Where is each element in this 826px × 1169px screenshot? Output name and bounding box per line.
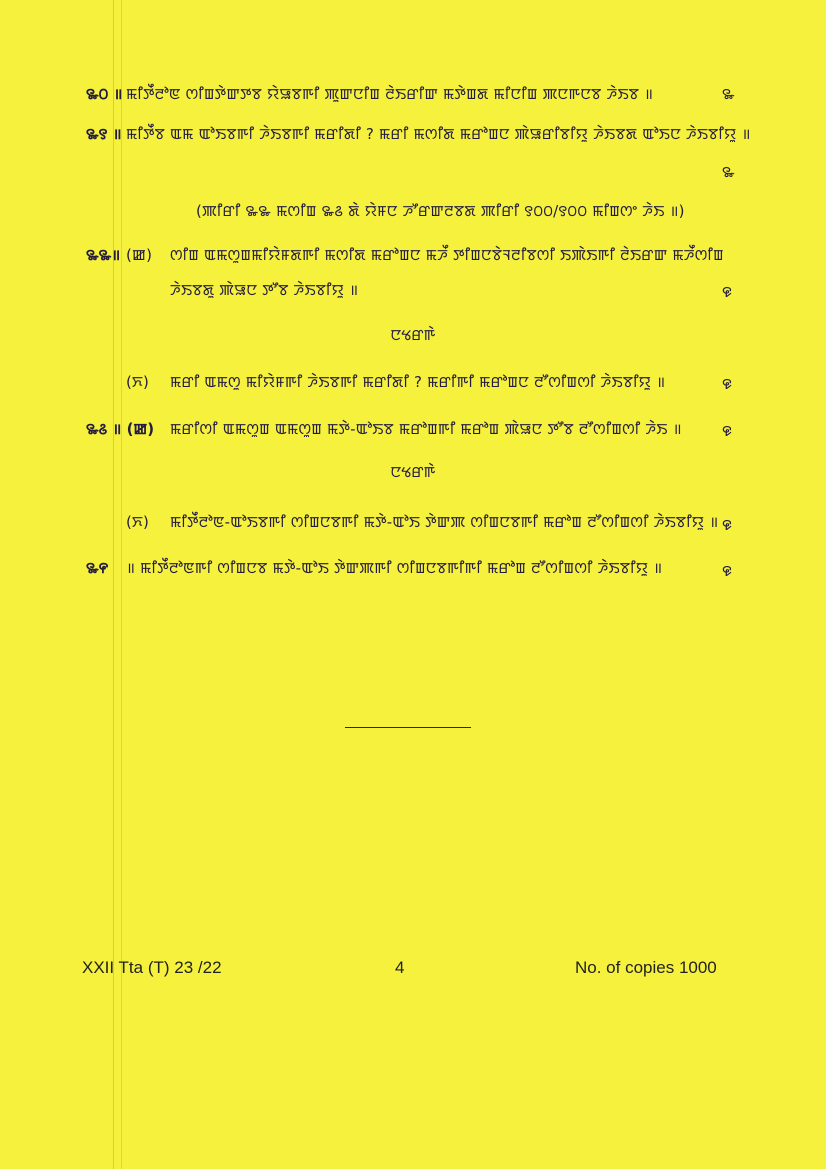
section-instruction: (ꯄꯤꯔꯤ ꯳꯳ ꯃꯁꯤꯡ ꯳꯴ ꯗꯥ ꯌꯥꯝꯅ ꯍꯧꯔꯛꯂꯕꯗ ꯄꯤꯔꯤ ꯱꯰꯰/꯱꯰꯰ ꯃꯤꯡꯁꯦ ꯍꯥꯏ ॥): [196, 202, 685, 220]
end-rule: [345, 727, 471, 728]
margin-line-right: [121, 0, 122, 1169]
question-text: ꯃꯤꯇꯩꯂꯣꯟ ꯁꯤꯡꯇꯥꯛꯇꯕ ꯌꯥꯎꯕꯒꯤ ꯄꯨꯛꯅꯤꯡ ꯂꯥꯏꯔꯤꯛ ꯃꯇꯥꯡꯗ ꯃꯤꯅꯤꯡ ꯄꯅꯒꯅꯕ ꯍꯥꯏꯕ ॥: [126, 85, 654, 103]
question-text: ॥ ꯃꯤꯇꯩꯂꯣꯟꯒꯤ ꯁꯤꯡꯅꯕ ꯃꯇꯥ-ꯑꯣꯏ ꯇꯥꯛꯄꯒꯤ ꯁꯤꯡꯅꯕꯒꯤꯒꯤ ꯃꯔꯣꯡ ꯂꯧꯁꯤꯡꯁꯤ ꯍꯥꯏꯕꯤꯌꯨ ॥: [126, 559, 663, 577]
option-label: (ꯀ): [126, 246, 153, 264]
question-number: ꯳꯱ ॥: [86, 125, 122, 143]
marks: ꯶: [722, 375, 732, 393]
option-label: (ꯈ): [126, 513, 150, 531]
margin-line-left: [113, 0, 114, 1169]
paper-code: XXII Tta (T) 23 /22: [82, 958, 222, 977]
question-number: ꯳꯵: [86, 559, 109, 577]
option-label: (ꯈ): [126, 373, 150, 391]
question-text: ꯃꯤꯇꯩꯕ ꯑꯃ ꯑꯣꯏꯕꯒꯤ ꯍꯥꯏꯕꯒꯤ ꯃꯔꯤꯗꯤ ? ꯃꯔꯤ ꯃꯁꯤꯗ ꯃꯔꯣꯡꯅ ꯄꯥꯎꯔꯤꯕꯤꯌꯨ ꯍꯥꯏꯕꯗ ꯑꯣꯏꯅ ꯍꯥꯏꯕꯤꯌꯨ ॥: [126, 125, 751, 143]
question-number: ꯳꯰ ॥: [86, 85, 123, 103]
marks: ꯳: [722, 163, 735, 181]
question-text: ꯃꯤꯇꯩꯂꯣꯟ-ꯑꯣꯏꯕꯒꯤ ꯁꯤꯡꯅꯕꯒꯤ ꯃꯇꯥ-ꯑꯣꯏ ꯇꯥꯛꯄ ꯁꯤꯡꯅꯕꯒꯤ ꯃꯔꯣꯡ ꯂꯧꯁꯤꯡꯁꯤ ꯍꯥꯏꯕꯤꯌꯨ ॥: [170, 513, 719, 531]
marks: ꯶: [722, 422, 732, 440]
or-separator: ꯅꯠꯔꯒꯥ: [390, 326, 436, 344]
question-text: ꯃꯔꯤꯁꯤ ꯑꯃꯁꯨꯡ ꯑꯃꯁꯨꯡ ꯃꯇꯥ-ꯑꯣꯏꯕ ꯃꯔꯣꯡꯒꯤ ꯃꯔꯣꯡ ꯄꯥꯎꯅ ꯇꯧꯕ ꯂꯧꯁꯤꯡꯁꯤ ꯍꯥꯏ ॥: [170, 420, 682, 438]
marks: ꯶: [722, 562, 732, 580]
marks: ꯶: [722, 283, 732, 301]
question-number: ꯳꯴ ॥ (ꯀ): [86, 420, 155, 438]
question-text: ꯁꯤꯡ ꯑꯃꯁꯨꯡꯃꯤꯌꯥꯝꯗꯒꯤ ꯃꯁꯤꯗ ꯃꯔꯣꯡꯅ ꯃꯍꯩ ꯇꯤꯡꯅꯕꯥꯜꯂꯤꯕꯁꯤ ꯏꯄꯥꯏꯒꯤ ꯂꯥꯏꯔꯛ ꯃꯍꯩꯁꯤꯡ: [170, 246, 724, 264]
question-text-end: ꯳: [722, 85, 735, 103]
copies-count: No. of copies 1000: [575, 958, 717, 977]
or-separator: ꯅꯠꯔꯒꯥ: [390, 463, 436, 481]
marks: ꯶: [722, 516, 732, 534]
page-number: 4: [395, 958, 405, 977]
question-text: ꯍꯥꯏꯕꯗꯨ ꯄꯥꯎꯅ ꯇꯧꯕ ꯍꯥꯏꯕꯤꯌꯨ ॥: [170, 281, 359, 299]
question-text: ꯃꯔꯤ ꯑꯃꯁꯨ ꯃꯤꯌꯥꯝꯒꯤ ꯍꯥꯏꯕꯒꯤ ꯃꯔꯤꯗꯤ ? ꯃꯔꯤꯒꯤ ꯃꯔꯣꯡꯅ ꯂꯧꯁꯤꯡꯁꯤ ꯍꯥꯏꯕꯤꯌꯨ ॥: [170, 373, 666, 391]
question-number: ꯳꯳॥: [86, 246, 121, 264]
